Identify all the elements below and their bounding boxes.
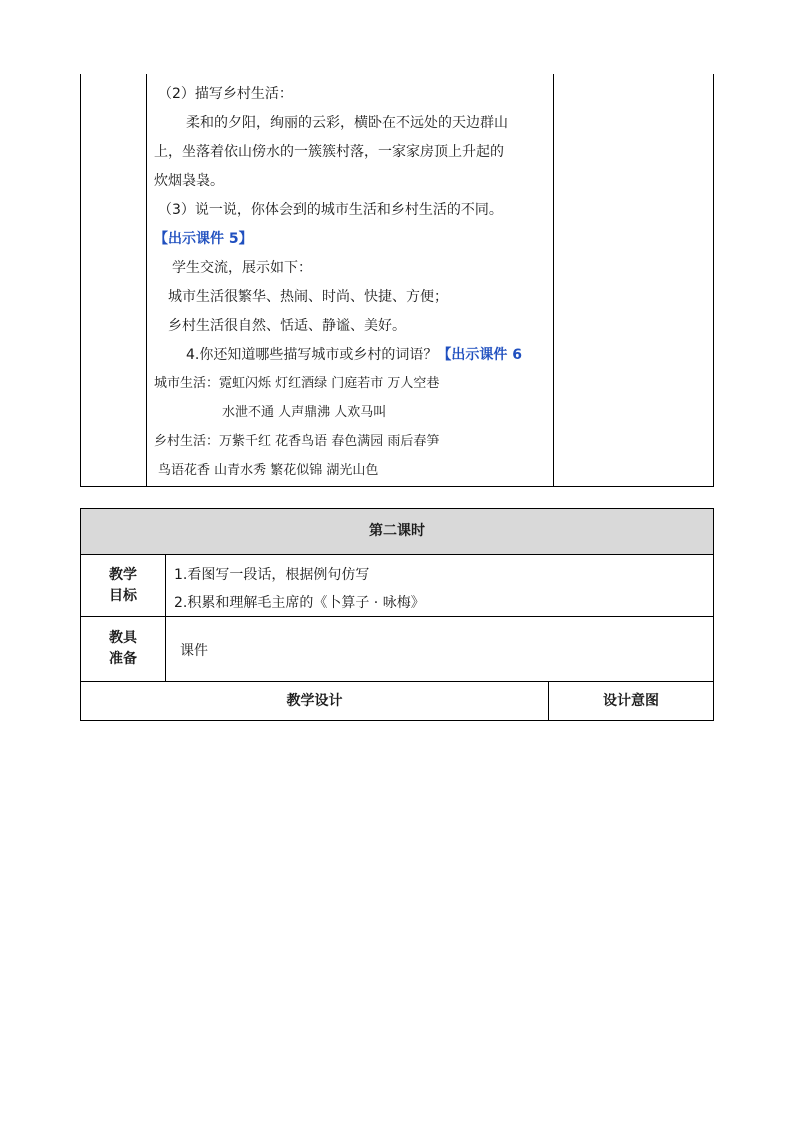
city-life-summary: 城市生活很繁华、热闹、时尚、快捷、方便； (168, 289, 448, 305)
goal-item-1: 1.看图写一段话，根据例句仿写 (174, 567, 370, 583)
village-words-line-1: 乡村生活：万紫千红 花香鸟语 春色满园 雨后春笋 (154, 434, 440, 449)
lesson-table-row-line-1 (80, 554, 714, 555)
lesson-table-top-border (80, 508, 714, 509)
intent-label: 设计意图 (603, 693, 659, 709)
city-words-line-1: 城市生活：霓虹闪烁 灯红酒绿 门庭若市 万人空巷 (154, 376, 440, 391)
prep-label-line-1: 教具 (109, 630, 137, 646)
lesson-table-row-line-2 (80, 616, 714, 617)
lesson-title: 第二课时 (369, 523, 425, 539)
question-4-text: 4.你还知道哪些描写城市或乡村的词语？ (186, 347, 438, 363)
top-table-bottom-border (80, 486, 714, 487)
question-4 (186, 345, 522, 365)
village-life-summary: 乡村生活很自然、恬适、静谧、美好。 (168, 318, 406, 334)
paragraph-line-1: 柔和的夕阳，绚丽的云彩，横卧在不远处的天边群山 (186, 115, 508, 131)
goal-item-2: 2.积累和理解毛主席的《卜算子 · 咏梅》 (174, 595, 425, 611)
lesson-table-left-border (80, 508, 81, 721)
paragraph-line-2: 上，坐落着依山傍水的一簇簇村落，一家家房顶上升起的 (154, 144, 504, 160)
goal-label-line-1: 教学 (109, 567, 137, 583)
design-label: 教学设计 (286, 693, 343, 709)
student-exchange-line: 学生交流，展示如下： (172, 260, 312, 276)
top-table-left-border (80, 74, 81, 487)
prep-label-line-2: 准备 (109, 651, 137, 667)
top-table-right-border (713, 74, 714, 487)
lesson-table-row-line-3 (80, 681, 714, 682)
paragraph-line-3: 炊烟袅袅。 (154, 173, 224, 189)
top-table-col-divider-1 (146, 74, 147, 487)
top-table-col-divider-2 (553, 74, 554, 487)
lesson-table-right-border (713, 508, 714, 721)
city-words-line-2: 水泄不通 人声鼎沸 人欢马叫 (222, 405, 387, 420)
courseware-tag-5: 【出示课件 5】 (154, 231, 253, 247)
lesson-table-bottom-border (80, 720, 714, 721)
subheading-village-life: （2）描写乡村生活： (158, 86, 293, 102)
goal-label-line-2: 目标 (109, 588, 137, 604)
courseware-tag-6: 【出示课件 6 (437, 347, 522, 363)
discussion-prompt: （3）说一说，你体会到的城市生活和乡村生活的不同。 (158, 202, 503, 218)
village-words-line-2: 鸟语花香 山青水秀 繁花似锦 湖光山色 (158, 463, 379, 478)
lesson-table-label-divider (165, 554, 166, 681)
prep-value: 课件 (180, 643, 208, 659)
